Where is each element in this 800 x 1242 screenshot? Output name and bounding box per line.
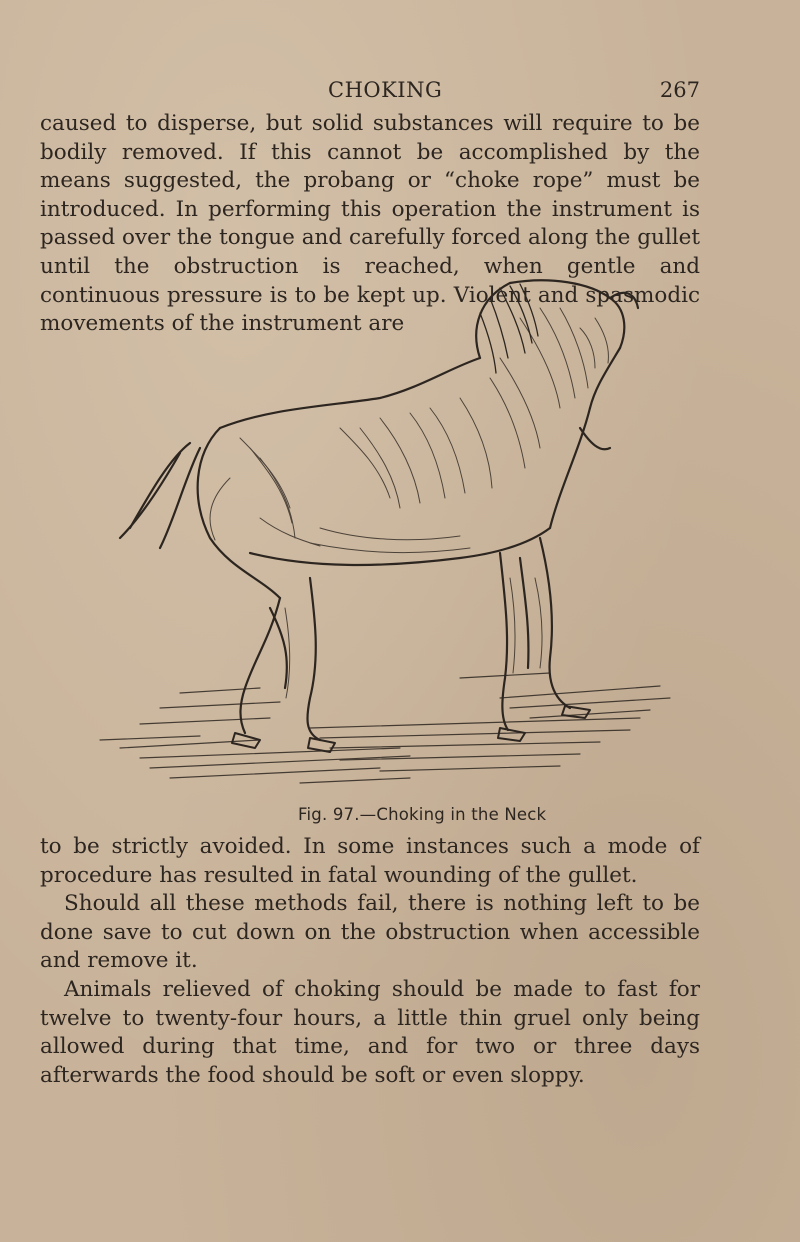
paragraph: to be strictly avoided. In some instances such a mode of procedure has resulted in fatal wounding of the gullet. — [40, 834, 700, 888]
page-number: 267 — [659, 78, 700, 102]
paragraph: Animals relieved of choking should be made to fast for twelve to twenty-four hours, a little thin gruel only being allowed during that time, and for two or three days afterwards the food should be soft or even sloppy. — [40, 976, 700, 1088]
body-text-bottom — [40, 833, 700, 1090]
ground-hatching — [100, 673, 670, 783]
figure-caption: Fig. 97.—Choking in the Neck — [298, 805, 547, 824]
figure-horse-illustration — [80, 278, 680, 808]
mane-strokes — [480, 284, 538, 373]
horse-engraving-image — [80, 278, 680, 808]
paragraph: Should all these methods fail, there is nothing left to be done save to cut down on the obstruction when accessible and remove it. — [40, 891, 700, 974]
running-title: CHOKING — [328, 78, 443, 102]
body-shading — [210, 308, 608, 698]
horse-outline — [120, 280, 638, 740]
paragraph: caused to disperse, but solid substances will require to be bodily removed. If this cannot be accomplished by the means suggested, the probang or “choke rope” must be introduced. In performing this operation the instrument is passed over the tongue and carefully forced along the gullet until the obstruction is reached, when gentle and continuous pressure is to be kept up. Violent and spasmodic movements of the instrument are — [40, 111, 700, 337]
running-head — [40, 78, 700, 108]
hoofs — [232, 706, 590, 752]
